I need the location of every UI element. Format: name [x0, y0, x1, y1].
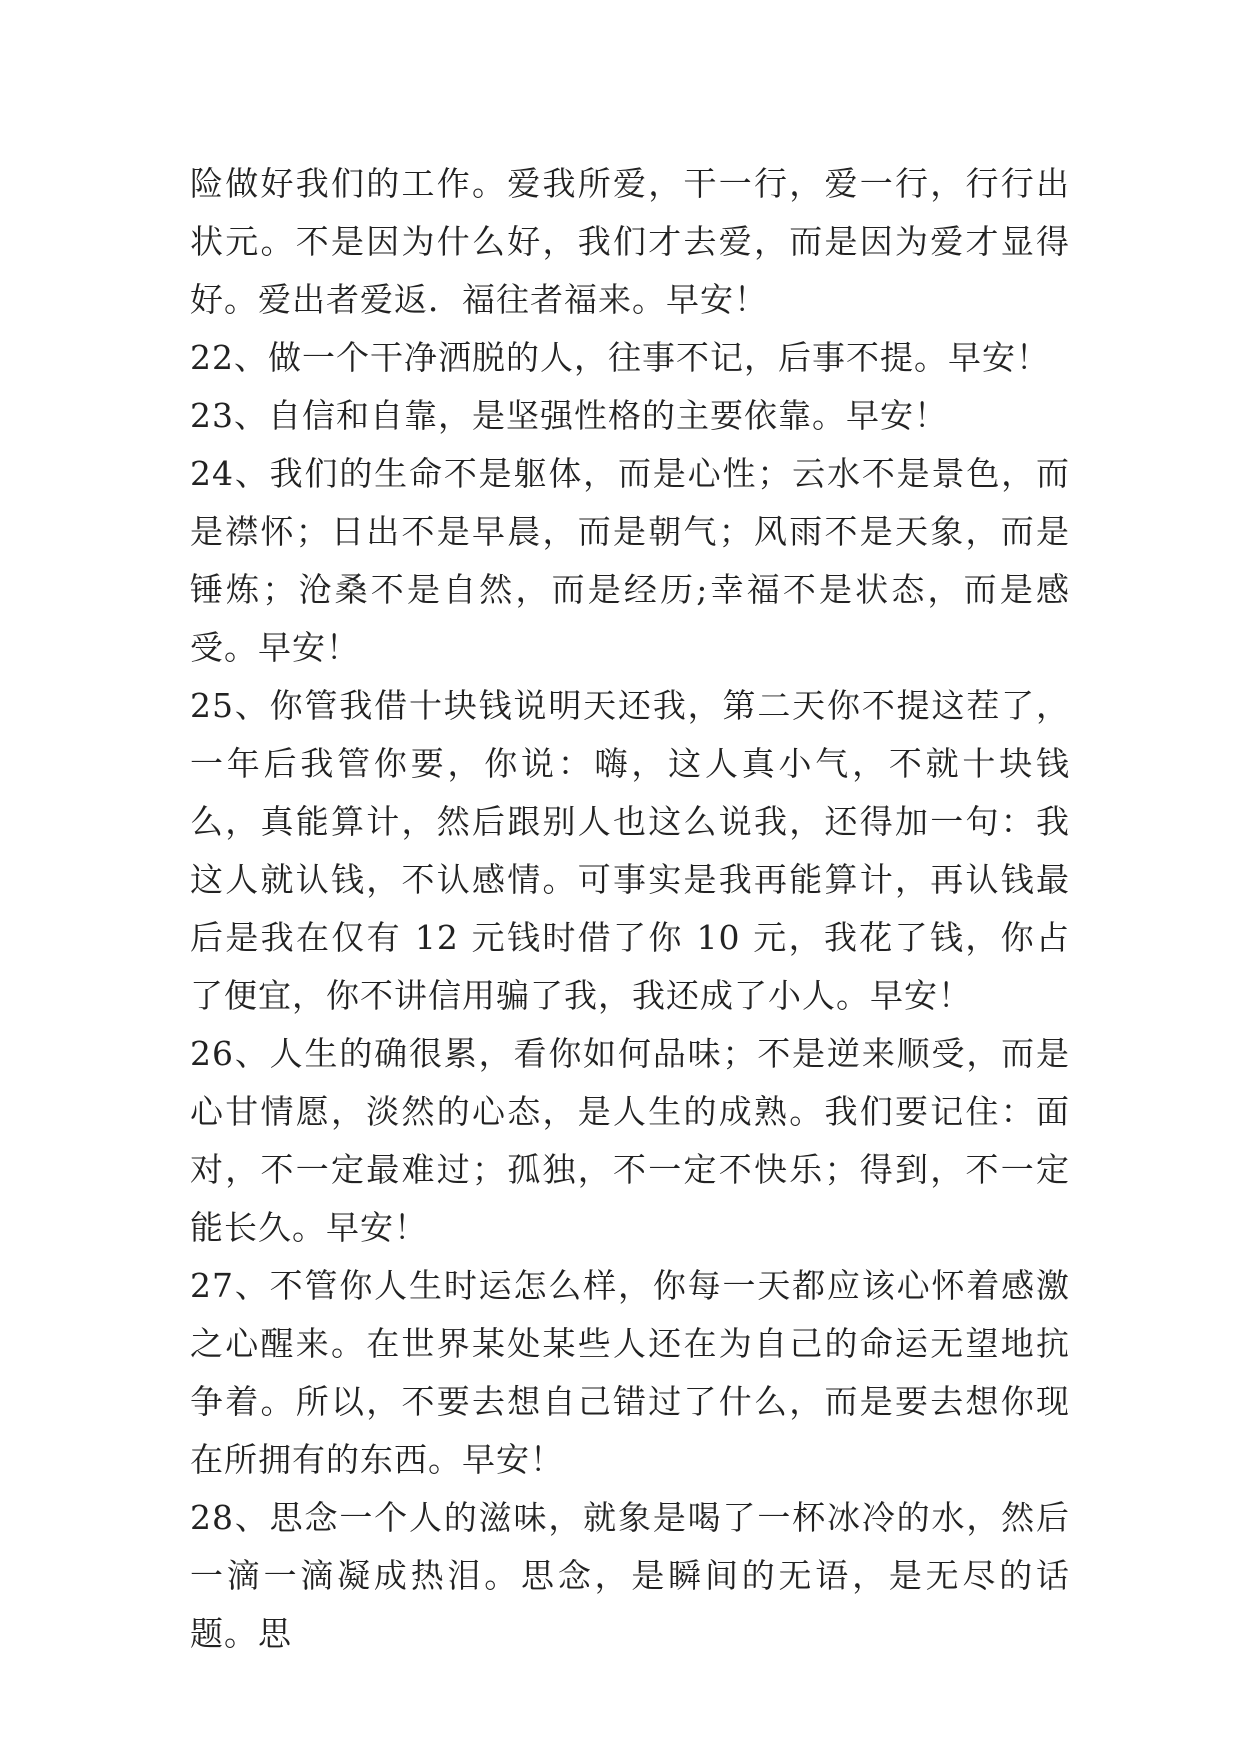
paragraph-26: 26、人生的确很累，看你如何品味；不是逆来顺受，而是心甘情愿，淡然的心态，是人生的成熟。我们要记住：面对，不一定最难过；孤独，不一定不快乐；得到，不一定能长久。早安！: [190, 1034, 1070, 1247]
document-body: [190, 155, 1070, 1663]
paragraph-22: 22、做一个干净洒脱的人，往事不记，后事不提。早安！: [190, 338, 1050, 377]
paragraph-27: 27、不管你人生时运怎么样，你每一天都应该心怀着感激之心醒来。在世界某处某些人还在为自己的命运无望地抗争着。所以，不要去想自己错过了什么，而是要去想你现在所拥有的东西。早安！: [190, 1266, 1070, 1479]
paragraph-28: 28、思念一个人的滋味，就象是喝了一杯冰冷的水，然后一滴一滴凝成热泪。思念，是瞬间的无语，是无尽的话题。思: [190, 1498, 1070, 1653]
paragraph-continuation: 险做好我们的工作。爱我所爱，干一行，爱一行，行行出状元。不是因为什么好，我们才去爱，而是因为爱才显得好。爱出者爱返．福往者福来。早安！: [190, 164, 1070, 319]
paragraph-25: 25、你管我借十块钱说明天还我，第二天你不提这茬了，一年后我管你要，你说：嗨，这人真小气，不就十块钱么，真能算计，然后跟别人也这么说我，还得加一句：我这人就认钱，不认感情。可事实是我再能算计，再认钱最后是我在仅有 12 元钱时借了你 10 元，我花了钱，你占了便宜，你不讲信用骗了我，我还成了小人。早安！: [190, 686, 1070, 1015]
paragraph-23: 23、自信和自靠，是坚强性格的主要依靠。早安！: [190, 396, 948, 435]
paragraph-24: 24、我们的生命不是躯体，而是心性；云水不是景色，而是襟怀；日出不是早晨，而是朝气；风雨不是天象，而是锤炼；沧桑不是自然，而是经历;幸福不是状态，而是感受。早安！: [190, 454, 1070, 667]
